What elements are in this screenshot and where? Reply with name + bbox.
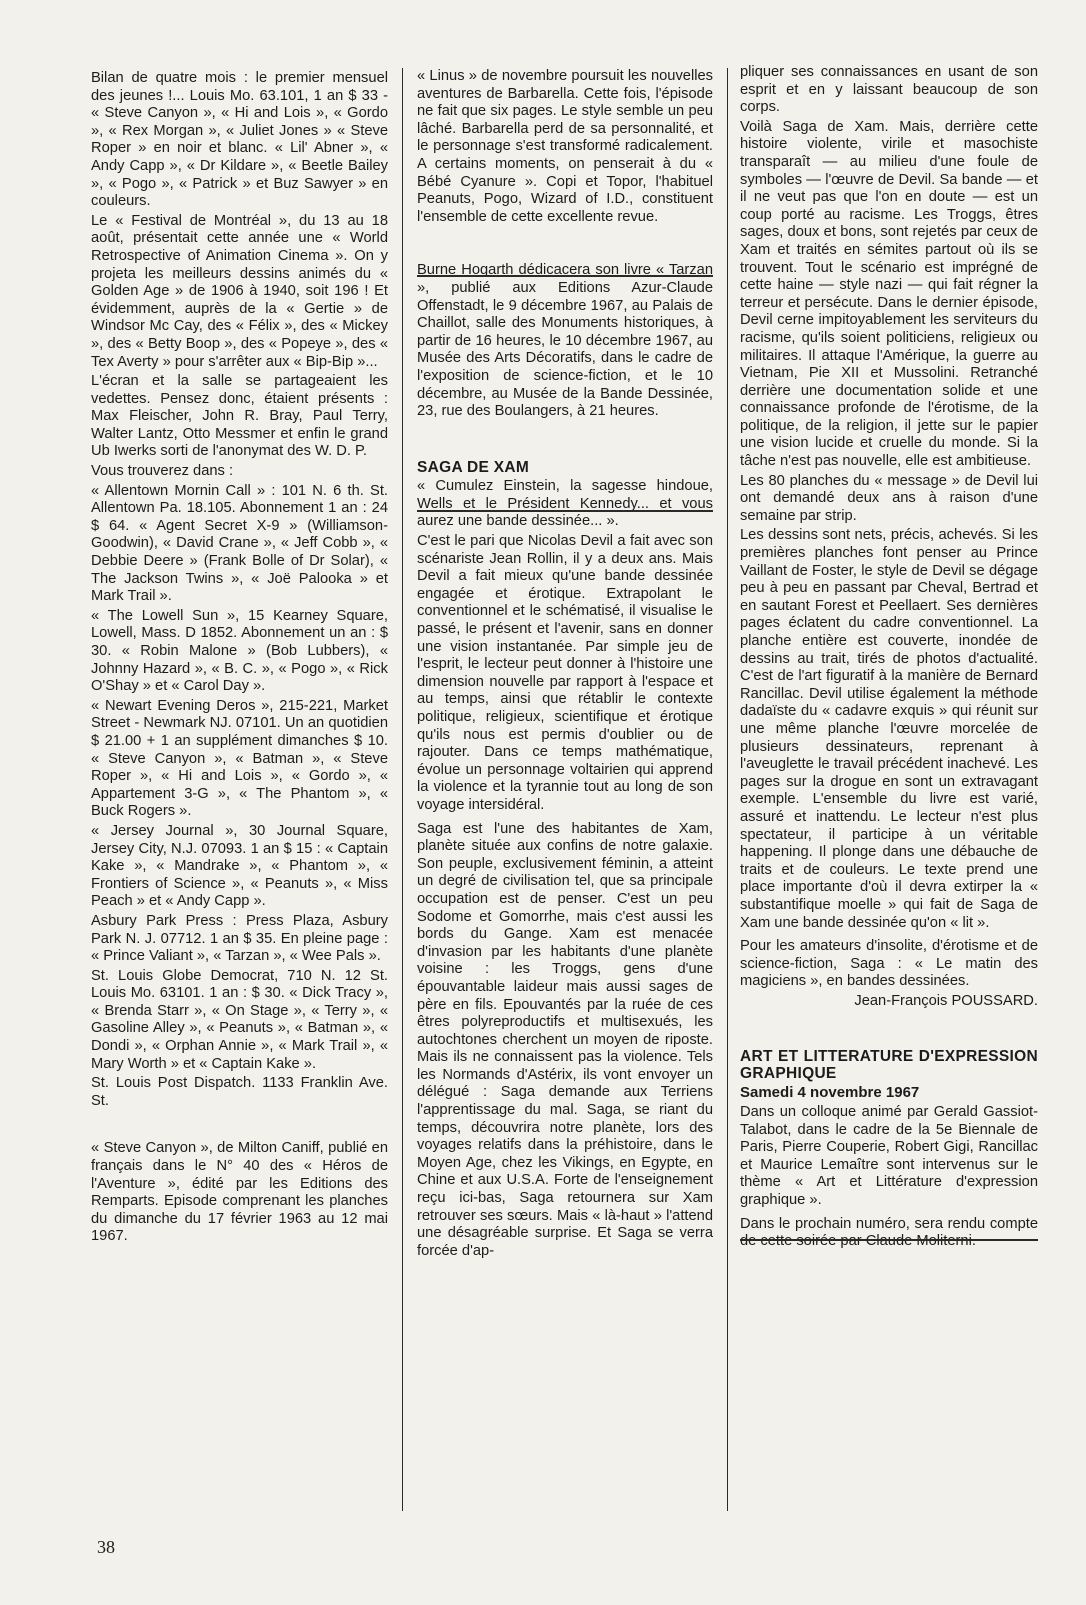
art-paragraph: Dans le prochain numéro, sera rendu compte de cette soirée par Claude Moliterni. [740,1215,1038,1250]
newspaper-entry: « Newart Evening Deros », 215-221, Market Street - Newmark NJ. 07101. Un an quotidien $ 21.00 + 1 an supplément dimanches $ 10. « Steve Canyon », « Batman », « Steve Roper », « Hi and Lois », « Gordo », « Appartement 3-G », « The Phantom », « Buck Rogers ». [91,697,388,820]
steve-canyon-note: « Steve Canyon », de Milton Caniff, publié en français dans le N° 40 des « Héros de l'Aventure », édité par les Editions des Remparts. Episode comprenant les planches du dimanche du 17 février 1963 au 12 mai 1967. [91,1140,388,1245]
art-heading: ART ET LITTERATURE D'EXPRESSION GRAPHIQUE [740,1048,1038,1083]
section-rule [740,1239,1038,1241]
linus-paragraph: « Linus » de novembre poursuit les nouvelles aventures de Barbarella. Cette fois, l'épisode ne fait que six pages. Le style semble un peu lâché. Barbarella perd de sa personnalité, et le personnage s'est transformé radicalement. A certains moments, on penserait à du « Bébé Cyanure ». Copi et Topor, l'habituel Peanuts, Pogo, Wizard of I.D., constituent l'ensemble de cette excellente revue. [417,68,713,225]
saga-paragraph: Voilà Saga de Xam. Mais, derrière cette histoire violente, virile et masochiste transparaît — au milieu d'une foule de symboles — l'œuvre de Devil. Sa bande — et il ne veut pas que l'on en doute — est un coup porté au racisme. Les Troggs, êtres sages, doux et bons, sont rejetés par ceux de Xam et traités en sémites partout où ils se trouvent. Tout le scénario est imprégné de cette haine — style nazi — qui fait régner la terreur et persécute. Dans le dernier épisode, Devil cerne impitoyablement les serviteurs du racisme, qu'ils soient politiciens, religieux ou militaires. Il attaque l'Amérique, la guerre au Vietnam, Pie XII et Mussolini. Retranché derrière une documentation solide et une connaissance profonde de l'érotisme, de la politique, de la religion, il jette sur le papier une vision lucide et cruelle du monde. Si la tâche n'est pas nouvelle, elle est ambitieuse. [740,118,1038,470]
column-divider-right [727,68,728,1511]
section-rule [417,275,713,277]
saga-paragraph: pliquer ses connaissances en usant de son esprit et en y laissant beaucoup de son corps. [740,64,1038,116]
column-divider-left [402,68,403,1511]
news-paragraph: Vous trouverez dans : [91,463,234,480]
section-rule [417,510,713,512]
newspaper-entry: « Allentown Mornin Call » : 101 N. 6 th. St. Allentown Pa. 18.105. Abonnement 1 an : 24 $ 64. « Agent Secret X-9 » (Williamson-Goodwin), « David Crane », « Jeff Cobb », « Debbie Deere » (Frank Bolle of Dr Solar), « The Jackson Twins », « Joë Palooka » et Mark Trail ». [91,482,388,605]
hogarth-paragraph: Burne Hogarth dédicacera son livre « Tarzan », publié aux Editions Azur-Claude Offenstadt, le 9 décembre 1967, au Palais de Chaillot, salle des Monuments historiques, à partir de 16 heures, le 10 décembre 1967, au Musée des Arts Décoratifs, dans le cadre de l'exposition de science-fiction, et le 10 décembre, au Musée de la Bande Dessinée, 23, rue des Boulangers, à 21 heures. [417,262,713,420]
saga-paragraph: Les dessins sont nets, précis, achevés. Si les premières planches font penser au Prince Vaillant de Foster, le style de Devil se dégage peu à peu en passant par Cheval, Bertrad et en sautant Forest et Peellaert. Ses dernières pages éclatent du cadre conventionnel. La planche entière est couverte, inondée de dessins au trait, tirés de photos d'actualité. C'est de l'art figuratif à la manière de Bernard Rancillac. Devil utilise également la méthode dadaïste du « cadavre exquis » qui réunit sur une même planche l'œuvre morcelée de plusieurs dessinateurs, reprenant à l'aveuglette le travail précédent inachevé. Les pages sur la drogue en sont un extravagant exemple. L'ensemble du livre est varié, assuré et inattendu. Le lecteur n'est plus spectateur, il participe à un véritable happening. Il plonge dans une débauche de traits et de couleurs. Le texte prend une place importante d'où il devra extirper la « substantifique moelle » qui fait de Saga de Xam une bande dessinée qu'on « lit ». [740,527,1038,931]
news-paragraph: L'écran et la salle se partageaient les vedettes. Pensez donc, étaient présents : Max Fleischer, John R. Bray, Paul Terry, Walter Lantz, Otto Messmer et enfin le grand Ub Iwerks sorti de l'anonymat des W. D. P. [91,373,388,460]
saga-paragraph: C'est le pari que Nicolas Devil a fait avec son scénariste Jean Rollin, il y a deux ans. Mais Devil a fait mieux qu'une bande dessinée engagée et érotique. Extrapolant le conventionnel et le schématisé, il visualise le passé, le présent et l'avenir, sans en donner une vision instantanée. Par simple jeu de l'esprit, le lecteur peut donner à l'histoire une dimension nouvelle par rapport à l'espace et au temps, ainsi que rétablir le contexte politique, religieux, scientifique et érotique qu'ils nous est permis d'oublier ou de rajouter. Dans ce temps mathématique, évolue un personnage voltairien qui apprend la violence et la tyrannie tout au long de son voyage intersidéral. [417,533,713,813]
saga-paragraph: Pour les amateurs d'insolite, d'érotisme et de science-fiction, Saga : « Le matin des magiciens », en bandes dessinées. [740,938,1038,990]
newspaper-entry: « The Lowell Sun », 15 Kearney Square, Lowell, Mass. D 1852. Abonnement un an : $ 30. « Robin Malone » (Bob Lubbers), « Johnny Hazard », « B. C. », « Pogo », « Rick O'Shay » et « Carol Day ». [91,607,388,695]
column-3 [740,64,1038,1251]
newspaper-entry: « Jersey Journal », 30 Journal Square, Jersey City, N.J. 07093. 1 an $ 15 : « Captain Kake », « Mandrake », « Phantom », « Frontiers of Science », « Peanuts », « Miss Peach » et « Andy Capp ». [91,822,388,910]
saga-heading: SAGA DE XAM [417,458,530,476]
news-paragraph: Le « Festival de Montréal », du 13 au 18 août, présentait cette année une « World Retrospective of Animation Cinema ». On y projeta les meilleurs dessins animés du « Golden Age » de 1906 à 1940, soit 196 ! Et évidemment, auprès de la « Gertie » de Windsor Mc Cay, des « Félix », des « Mickey », des « Betty Boop », des « Popeye », des « Tex Averty » pour s'arrêter aux « Bip-Bip »... [91,212,388,370]
saga-paragraph: « Cumulez Einstein, la sagesse hindoue, Wells et le Président Kennedy... et vous aurez une bande dessinée... ». [417,478,713,530]
column-1 [91,70,388,1246]
art-paragraph: Dans un colloque animé par Gerald Gassiot-Talabot, dans le cadre de la 5e Biennale de Paris, Pierre Couperie, Robert Gigi, Rancillac et Maurice Lemaître sont intervenus sur le thème « Art et Littérature d'expression graphique ». [740,1104,1038,1209]
column-2 [417,68,713,1260]
newspaper-entry: St. Louis Post Dispatch. 1133 Franklin Ave. St. [91,1075,388,1109]
newspaper-entry: St. Louis Globe Democrat, 710 N. 12 St. Louis Mo. 63101. 1 an : $ 30. « Dick Tracy », « Brenda Starr », « On Stage », « Terry », « Gasoline Alley », « Peanuts », « Batman », « Dondi », « Orphan Annie », « Mark Trail », « Mary Worth » et « Captain Kake ». [91,967,388,1072]
page-number: 38 [97,1537,115,1557]
newspaper-entry: Asbury Park Press : Press Plaza, Asbury Park N. J. 07712. 1 an $ 35. En pleine page : « Prince Valiant », « Tarzan », « Wee Pals ». [91,912,388,965]
author-signature: Jean-François POUSSARD. [854,992,1038,1009]
art-date: Samedi 4 novembre 1967 [740,1084,920,1102]
news-paragraph: Bilan de quatre mois : le premier mensuel des jeunes !... Louis Mo. 63.101, 1 an $ 33 - « Steve Canyon », « Hi and Lois », « Gordo », « Rex Morgan », « Juliet Jones » « Steve Roper » en noir et blanc. « Lil' Abner », « Andy Capp », « Dr Kildare », « Beetle Bailey », « Pogo », « Patrick » et Buz Sawyer » en couleurs. [91,70,388,210]
saga-paragraph: Les 80 planches du « message » de Devil lui ont demandé deux ans à raison d'une semaine par strip. [740,472,1038,524]
saga-paragraph: Saga est l'une des habitantes de Xam, planète située aux confins de notre galaxie. Son peuple, exclusivement féminin, a atteint un degré de civilisation tel, que sa principale occupation est de penser. C'est un peu Sodome et Gomorrhe, mais c'est aussi les bords du Gange. Xam est menacée d'invasion par les habitants d'une planète voisine : les Troggs, gens d'une épouvantable laideur mais aussi sages de père en fils. Epouvantés par la ruée de ces êtres polyreproductifs et multisexués, les autochtones cherchent un moyen de riposte. Mais ils ne connaissent pas la violence. Tels les Normands d'Astérix, ils vont envoyer un délégué : Saga demande aux Terriens l'apprentissage du mal. Saga, se riant du temps, découvrira notre planète, lors des voyages relatifs dans la préhistoire, dans le Moyen Age, chez les Vikings, en Egypte, en Chine et aux U.S.A. Forte de l'enseignement reçu ici-bas, Saga retournera sur Xam retrouver ses sœurs. Mais « là-haut » l'attend une désagréable surprise. Et Saga se verra forcée d'ap- [417,820,713,1259]
